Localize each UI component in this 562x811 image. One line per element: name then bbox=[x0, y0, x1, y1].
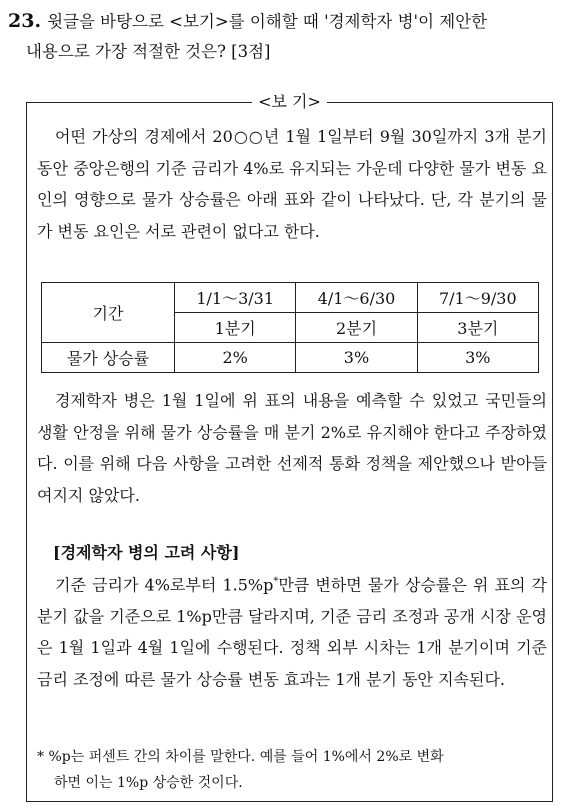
considerations-text-post: 만큼 변하면 물가 상승률은 위 표의 각 분기 값을 기준으로 1%p만큼 달라지며, 기준 금리 조정과 공개 시장 운영은 1월 1일과 4월 1일에 수행된다. 정책 외부 시차는 1개 분기이며 기준 금리 조정에 따른 물가 상승률 변동 효과는 1개 분기 동안 지속된다. bbox=[37, 575, 548, 689]
table-row bbox=[42, 283, 539, 313]
bogi-box bbox=[26, 92, 553, 802]
question-text-1: 윗글을 바탕으로 <보기>를 이해할 때 '경제학자 병'이 제안한 bbox=[47, 12, 488, 31]
question-number: 23. bbox=[8, 10, 42, 32]
considerations-title: [경제학자 병의 고려 사항] bbox=[53, 543, 240, 562]
period-header-cell: 기간 bbox=[42, 283, 175, 343]
considerations-text-pre: 기준 금리가 4%로부터 1.5%p bbox=[55, 575, 274, 595]
bogi-paragraph-1: 어떤 가상의 경제에서 20○○년 1월 1일부터 9월 30일까지 3개 분기 동안 중앙은행의 기준 금리가 4%로 유지되는 가운데 다양한 물가 변동 요인의 영향으로 물가 상승률은 아래 표와 같이 나타났다. 단, 각 분기의 물가 변동 요인은 서로 관련이 없다고 한다. bbox=[37, 127, 547, 241]
question-text-2: 내용으로 가장 적절한 것은? [3점] bbox=[26, 42, 271, 61]
row-label-cell: 물가 상승률 bbox=[42, 343, 175, 373]
quarter-cell: 1분기 bbox=[175, 313, 296, 343]
footnote-line-1: * %p는 퍼센트 간의 차이를 말한다. 예를 들어 1%에서 2%로 변화 bbox=[37, 749, 444, 765]
footnote-marker: * bbox=[273, 576, 279, 587]
value-cell: 3% bbox=[296, 343, 417, 373]
considerations-text bbox=[37, 566, 547, 695]
value-cell: 3% bbox=[417, 343, 538, 373]
inflation-table bbox=[41, 282, 539, 373]
question-line-1 bbox=[8, 6, 556, 37]
footnote bbox=[37, 744, 547, 796]
question-stem bbox=[8, 6, 556, 67]
bogi-paragraph-2: 경제학자 병은 1월 1일에 위 표의 내용을 예측할 수 있었고 국민들의 생활 안정을 위해 물가 상승률을 매 분기 2%로 유지해야 한다고 주장하였다. 이를 위해 다음 사항을 고려한 선제적 통화 정책을 제안했으나 받아들여지지 않았다. bbox=[37, 391, 547, 505]
quarter-cell: 2분기 bbox=[296, 313, 417, 343]
table-row bbox=[42, 343, 539, 373]
footnote-line-2: 하면 이는 1%p 상승한 것이다. bbox=[54, 775, 243, 791]
quarter-cell: 3분기 bbox=[417, 313, 538, 343]
value-cell: 2% bbox=[175, 343, 296, 373]
date-cell: 1/1～3/31 bbox=[175, 283, 296, 313]
date-cell: 7/1～9/30 bbox=[417, 283, 538, 313]
date-cell: 4/1～6/30 bbox=[296, 283, 417, 313]
bogi-title-text: <보 기> bbox=[252, 92, 327, 111]
bogi-title bbox=[27, 91, 552, 113]
